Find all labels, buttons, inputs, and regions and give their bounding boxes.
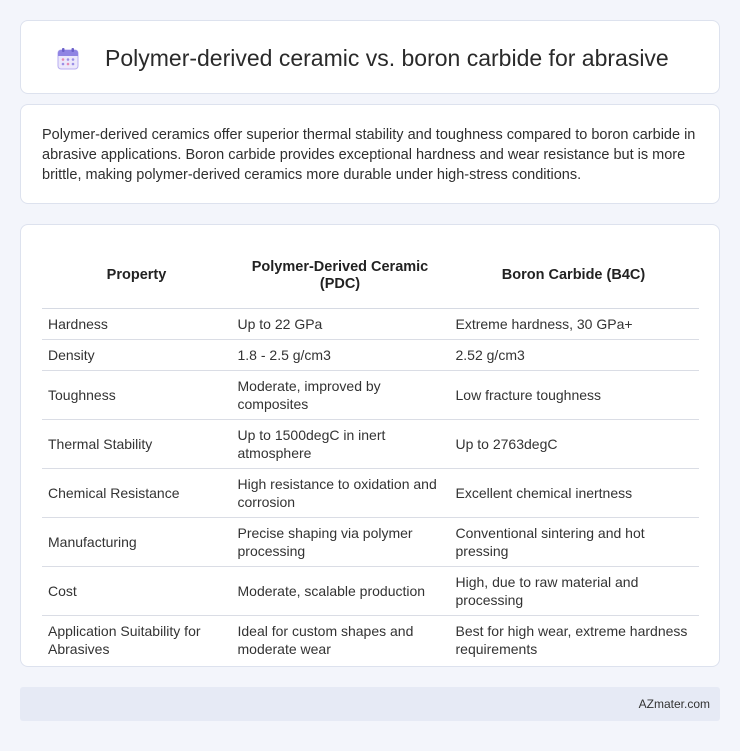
column-header: Property: [42, 244, 231, 308]
table-cell: Moderate, scalable production: [231, 566, 449, 615]
comparison-card: [20, 224, 720, 667]
table-cell: Thermal Stability: [42, 419, 231, 468]
title-card: [20, 20, 720, 94]
table-row: [42, 566, 698, 615]
calendar-icon: [56, 47, 80, 71]
table-cell: 2.52 g/cm3: [449, 339, 698, 370]
table-cell: 1.8 - 2.5 g/cm3: [231, 339, 449, 370]
table-cell: Hardness: [42, 308, 231, 339]
table-row: [42, 339, 698, 370]
table-cell: Ideal for custom shapes and moderate wear: [231, 615, 449, 664]
table-cell: Up to 22 GPa: [231, 308, 449, 339]
page-title: Polymer-derived ceramic vs. boron carbide for abrasive: [105, 45, 669, 71]
table-cell: Low fracture toughness: [449, 370, 698, 419]
table-row: [42, 615, 698, 664]
table-cell: Manufacturing: [42, 517, 231, 566]
table-cell: Moderate, improved by composites: [231, 370, 449, 419]
table-row: [42, 468, 698, 517]
table-cell: High resistance to oxidation and corrosion: [231, 468, 449, 517]
table-cell: Up to 2763degC: [449, 419, 698, 468]
table-cell: Conventional sintering and hot pressing: [449, 517, 698, 566]
table-cell: Best for high wear, extreme hardness requirements: [449, 615, 698, 664]
table-cell: Toughness: [42, 370, 231, 419]
summary-card: [20, 104, 720, 204]
table-cell: Extreme hardness, 30 GPa+: [449, 308, 698, 339]
table-row: [42, 308, 698, 339]
comparison-table: [42, 244, 699, 664]
table-row: [42, 419, 698, 468]
column-header: Boron Carbide (B4C): [449, 244, 698, 308]
summary-text: Polymer-derived ceramics offer superior thermal stability and toughness compared to boron carbide in abrasive applications. Boron carbide provides exceptional hardness and wear resistance but is more brittle, making polymer-derived ceramics more durable under high-stress conditions.: [42, 127, 696, 183]
table-cell: Density: [42, 339, 231, 370]
table-row: [42, 370, 698, 419]
table-cell: High, due to raw material and processing: [449, 566, 698, 615]
footer-bar: [20, 687, 720, 721]
table-header-row: [42, 244, 698, 308]
footer-source: AZmater.com: [638, 697, 710, 711]
table-cell: Precise shaping via polymer processing: [231, 517, 449, 566]
column-header: Polymer-Derived Ceramic (PDC): [231, 244, 449, 308]
table-row: [42, 517, 698, 566]
table-cell: Up to 1500degC in inert atmosphere: [231, 419, 449, 468]
table-cell: Cost: [42, 566, 231, 615]
table-cell: Excellent chemical inertness: [449, 468, 698, 517]
table-cell: Application Suitability for Abrasives: [42, 615, 231, 664]
table-cell: Chemical Resistance: [42, 468, 231, 517]
